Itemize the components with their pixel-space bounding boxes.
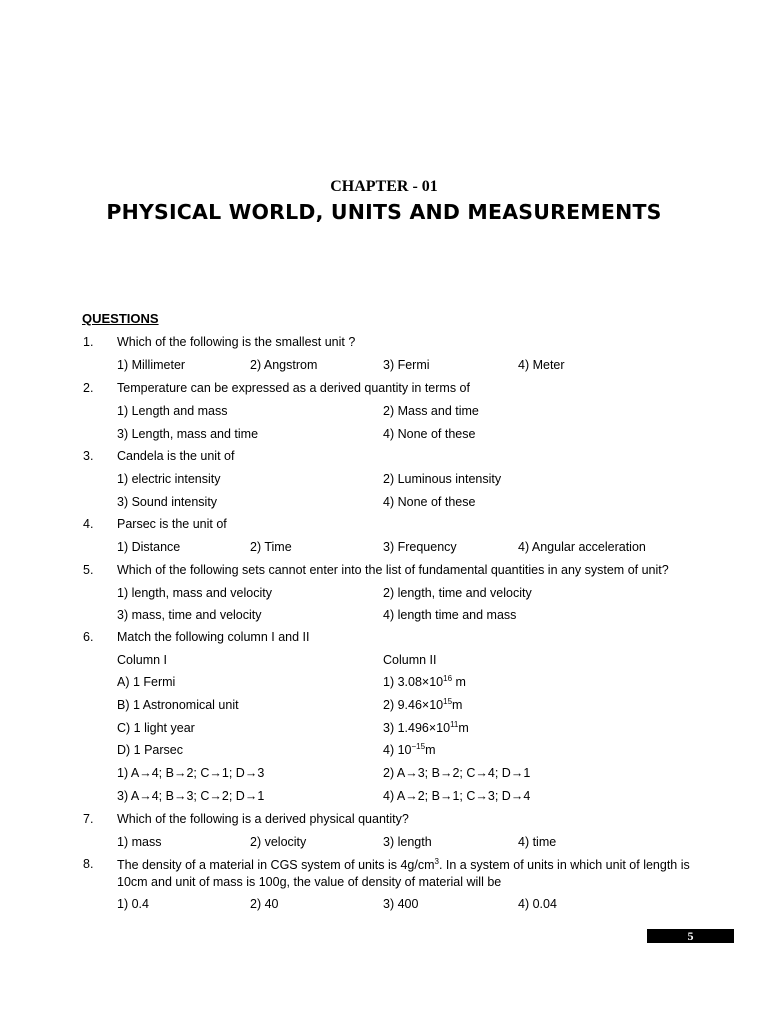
option: 2) velocity [250, 835, 307, 849]
option: 4) 0.04 [518, 897, 557, 911]
chapter-label: CHAPTER - 01 [330, 178, 438, 195]
column-ii-item: 2) $9.46\times 10^{15}m$ [383, 697, 463, 712]
question-text: Which of the following sets cannot enter into the list of fundamental quantities in any system of unit? [117, 563, 669, 577]
option: 1) A→4; B→2; C→1; D→3 [117, 766, 265, 780]
question-text: The density of a material in CGS system of units is $4g/cm^3$. In a system of units in which unit of length is 10cm and unit of mass is 100g, the value of density of material will be [117, 857, 690, 889]
page-number: 5 [647, 929, 734, 943]
question-text: Which of the following is a derived physical quantity? [117, 812, 409, 826]
question-number: 6. [83, 630, 94, 644]
option: 3) length [383, 835, 432, 849]
column-i-item: A) 1 Fermi [117, 675, 176, 689]
option: 3) 400 [383, 897, 419, 911]
section-heading: QUESTIONS [82, 311, 159, 326]
option: 2) Mass and time [383, 404, 479, 418]
column-ii-item: 4) $10^{-15}m$ [383, 742, 436, 757]
question-number: 8. [83, 857, 94, 871]
option: 4) None of these [383, 495, 476, 509]
option: 2) A→3; B→2; C→4; D→1 [383, 766, 531, 780]
question-number: 2. [83, 381, 94, 395]
option: 4) time [518, 835, 557, 849]
question-text: Temperature can be expressed as a derived quantity in terms of [117, 381, 470, 395]
option: 3) A→4; B→3; C→2; D→1 [117, 789, 265, 803]
option: 3) Fermi [383, 358, 430, 372]
question-text: Parsec is the unit of [117, 517, 227, 531]
option: 2) Angstrom [250, 358, 318, 372]
question-number: 4. [83, 517, 94, 531]
question-text: Candela is the unit of [117, 449, 235, 463]
question-number: 5. [83, 563, 94, 577]
question-number: 1. [83, 335, 94, 349]
option: 1) length, mass and velocity [117, 586, 272, 600]
option: 4) length time and mass [383, 608, 517, 622]
column-i-item: B) 1 Astronomical unit [117, 698, 239, 712]
option: 4) None of these [383, 427, 476, 441]
option: 1) mass [117, 835, 162, 849]
option: 2) length, time and velocity [383, 586, 532, 600]
column-i-item: C) 1 light year [117, 721, 195, 735]
option: 2) Time [250, 540, 292, 554]
question-text: Match the following column I and II [117, 630, 310, 644]
option: 3) Length, mass and time [117, 427, 259, 441]
option: 3) Sound intensity [117, 495, 218, 509]
question-text: Which of the following is the smallest unit ? [117, 335, 356, 349]
column-i-item: D) 1 Parsec [117, 743, 183, 757]
option: 3) mass, time and velocity [117, 608, 262, 622]
column-i-header: Column I [117, 653, 168, 667]
chapter-title: PHYSICAL WORLD, UNITS AND MEASUREMENTS [106, 200, 662, 224]
option: 1) Length and mass [117, 404, 228, 418]
option: 1) Millimeter [117, 358, 186, 372]
option: 1) electric intensity [117, 472, 221, 486]
option: 4) Angular acceleration [518, 540, 646, 554]
option: 4) A→2; B→1; C→3; D→4 [383, 789, 531, 803]
column-ii-item: 1) $3.08\times 10^{16}$ m [383, 674, 466, 689]
question-number: 7. [83, 812, 94, 826]
option: 4) Meter [518, 358, 565, 372]
question-number: 3. [83, 449, 94, 463]
column-ii-item: 3) $1.496\times 10^{11}m$ [383, 720, 469, 735]
column-ii-header: Column II [383, 653, 437, 667]
option: 1) 0.4 [117, 897, 149, 911]
option: 1) Distance [117, 540, 181, 554]
option: 3) Frequency [383, 540, 457, 554]
option: 2) Luminous intensity [383, 472, 502, 486]
option: 2) 40 [250, 897, 279, 911]
